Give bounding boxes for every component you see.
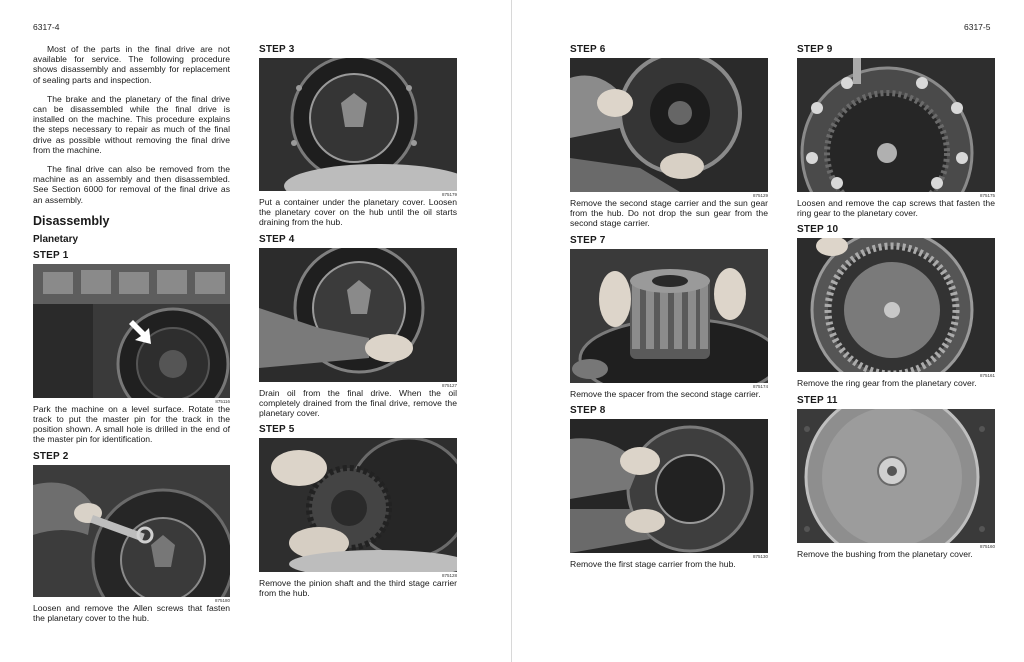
step-5-caption: Remove the pinion shaft and the third stage carrier from the hub. bbox=[259, 578, 457, 599]
step-3-caption: Put a container under the planetary cover. Loosen the planetary cover on the hub until the oil starts draining from the hub. bbox=[259, 197, 457, 228]
step-5-figure-number: 875128 bbox=[441, 573, 457, 579]
intro-paragraph-1: Most of the parts in the final drive are not available for service. The following procedure shows disassembly and assembly for replacement of sealing parts and inspection. bbox=[33, 44, 230, 85]
step-9-caption: Loosen and remove the cap screws that fasten the ring gear to the planetary cover. bbox=[797, 198, 995, 219]
right-page-number: 6317-5 bbox=[964, 22, 991, 32]
step-9-label: STEP 9 bbox=[797, 44, 833, 55]
left-column-2 bbox=[259, 44, 457, 605]
step-3-photo bbox=[259, 58, 457, 191]
step-2-photo bbox=[33, 465, 230, 597]
step-11-photo bbox=[797, 409, 995, 543]
left-column-1 bbox=[33, 44, 230, 629]
step-7-label: STEP 7 bbox=[570, 234, 606, 246]
step-7-figure-number: 875174 bbox=[752, 383, 768, 389]
step-4-label: STEP 4 bbox=[259, 233, 295, 245]
step-10-figure-number: 875161 bbox=[979, 373, 995, 379]
step-11-label: STEP 11 bbox=[797, 394, 838, 406]
step-9-photo bbox=[797, 58, 995, 192]
step-4-photo bbox=[259, 248, 457, 382]
right-column-1 bbox=[570, 44, 768, 575]
step-2-caption: Loosen and remove the Allen screws that fasten the planetary cover to the hub. bbox=[33, 602, 230, 623]
intro-paragraph-3: The final drive can also be removed from the machine as an assembly and then disassembled. See Section 6000 for removal of the final drive as an assembly. bbox=[33, 164, 230, 205]
step-2-figure-number: 875180 bbox=[214, 597, 230, 603]
step-6-caption: Remove the second stage carrier and the sun gear from the hub. Do not drop the sun gear from the second stage carrier. bbox=[570, 198, 768, 229]
step-8-caption: Remove the first stage carrier from the hub. bbox=[570, 558, 736, 569]
intro-paragraph-2: The brake and the planetary of the final drive can be disassembled while the final drive is installed on the machine. This procedure explains the steps necessary to repair as much of the final drive as possible without removing the final drive from the machine. bbox=[33, 93, 230, 155]
right-column-2 bbox=[797, 44, 995, 565]
step-7-photo bbox=[570, 249, 768, 383]
left-page-number: 6317-4 bbox=[33, 22, 60, 32]
step-9-figure-number: 875175 bbox=[979, 193, 995, 198]
step-4-figure-number: 875127 bbox=[441, 382, 457, 388]
step-6-photo bbox=[570, 58, 768, 192]
step-4-caption: Drain oil from the final drive. When the oil completely drained from the final drive, remove the planetary cover. bbox=[259, 387, 457, 419]
step-6-figure-number: 875129 bbox=[752, 193, 768, 198]
step-3-figure-number: 875179 bbox=[441, 192, 457, 197]
step-7-caption: Remove the spacer from the second stage carrier. bbox=[570, 388, 761, 399]
step-1-label: STEP 1 bbox=[33, 249, 69, 261]
step-3-label: STEP 3 bbox=[259, 44, 295, 55]
step-1-figure-number: 875116 bbox=[215, 398, 230, 404]
heading-planetary: Planetary bbox=[33, 233, 79, 245]
step-8-label: STEP 8 bbox=[570, 404, 606, 416]
step-11-caption: Remove the bushing from the planetary cover. bbox=[797, 548, 973, 559]
step-8-figure-number: 875130 bbox=[752, 553, 768, 559]
step-10-caption: Remove the ring gear from the planetary cover. bbox=[797, 378, 977, 389]
step-1-caption: Park the machine on a level surface. Rotate the track to put the master pin for the track in the position shown. A small hole is drilled in the end of the master pin for identification. bbox=[33, 403, 230, 445]
page-divider bbox=[511, 0, 512, 662]
step-2-label: STEP 2 bbox=[33, 450, 69, 462]
step-10-label: STEP 10 bbox=[797, 224, 839, 236]
step-6-label: STEP 6 bbox=[570, 44, 606, 55]
step-5-photo bbox=[259, 438, 457, 572]
step-1-photo bbox=[33, 264, 230, 398]
step-5-label: STEP 5 bbox=[259, 424, 295, 436]
heading-disassembly: Disassembly bbox=[33, 213, 110, 228]
step-10-photo bbox=[797, 238, 995, 372]
step-8-photo bbox=[570, 419, 768, 553]
step-11-figure-number: 875160 bbox=[979, 543, 995, 549]
